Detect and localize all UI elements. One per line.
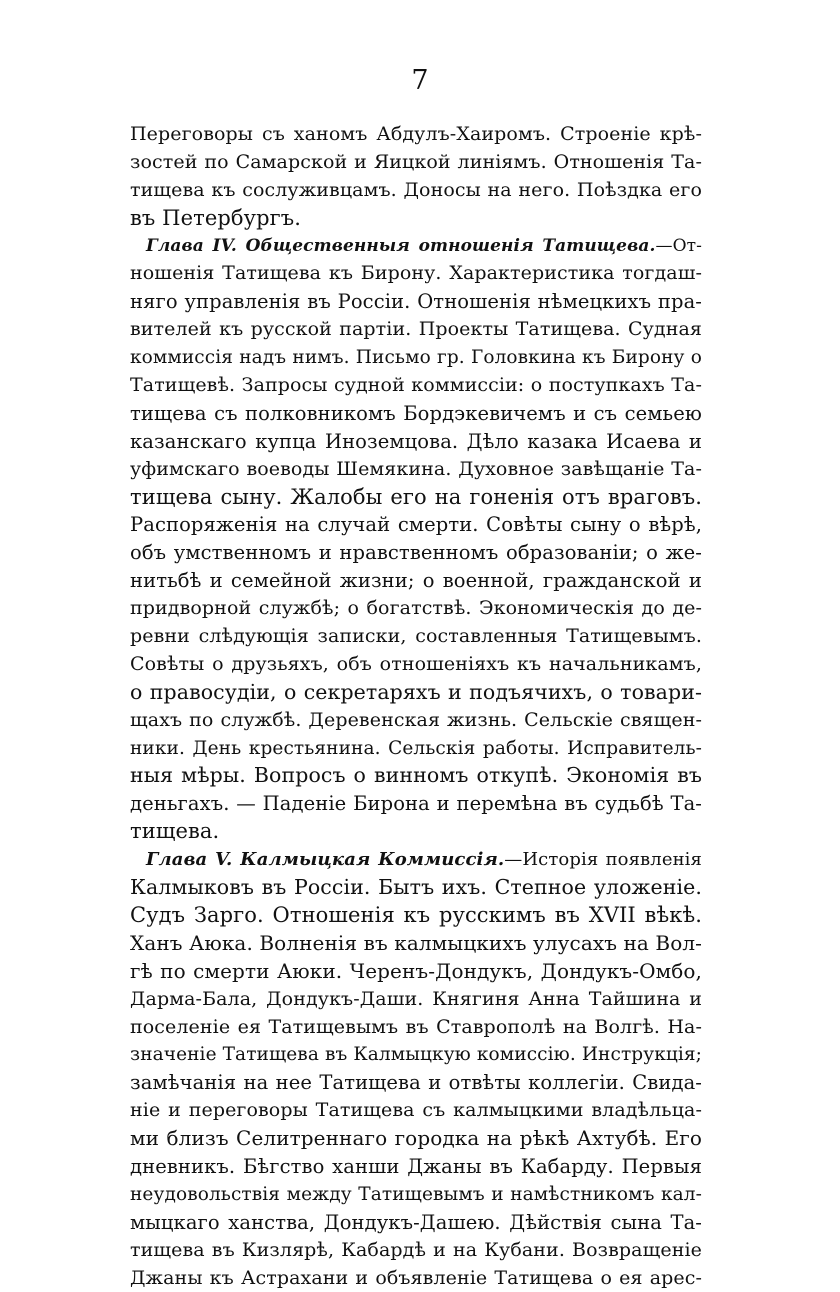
line-text: мыцкаго ханства, Дондукъ-Дашею. Дѣйствія сына Та- <box>130 1210 702 1234</box>
text-line <box>130 790 702 818</box>
line-text: зостей по Самарской и Яицкой линіямъ. Отношенія Та- <box>130 150 702 173</box>
text-line <box>130 1041 702 1069</box>
line-text: тищева къ сослуживцамъ. Доносы на него. Поѣздка его <box>130 178 702 201</box>
text-line <box>130 818 702 846</box>
text-line <box>130 428 702 456</box>
line-text: придворной службѣ; о богатствѣ. Экономическія до де- <box>130 597 702 620</box>
text-line <box>130 986 702 1014</box>
text-line <box>130 121 702 149</box>
text-line <box>130 511 702 539</box>
line-text: ники. День крестьянина. Сельскія работы. Исправитель- <box>130 737 702 759</box>
line-text: уфимскаго воеводы Шемякина. Духовное завѣщаніе Та- <box>130 457 702 480</box>
line-text: объ умственномъ и нравственномъ образованіи; о же- <box>130 541 702 565</box>
text-line <box>130 1181 702 1209</box>
text-line <box>130 735 702 763</box>
text-line <box>130 1014 702 1042</box>
text-line <box>130 1125 702 1153</box>
text-line <box>130 539 702 567</box>
text-line <box>130 1097 702 1125</box>
text-line <box>130 930 702 958</box>
line-text: Распоряженія на случай смерти. Совѣты сыну о вѣрѣ, <box>130 513 702 537</box>
chapter-title: Глава IV. Общественныя отношенія Татищева. <box>146 235 656 256</box>
line-text: Совѣты о друзьяхъ, объ отношеніяхъ къ начальникамъ, <box>130 652 702 675</box>
line-text: тищева. <box>130 819 220 844</box>
text-line <box>130 874 702 902</box>
text-line <box>130 205 702 233</box>
line-text: значеніе Татищева въ Калмыцкую комиссію. Инструкція; <box>130 1044 702 1066</box>
line-text: —Исторія появленія <box>504 849 702 871</box>
line-text: ми близъ Селитреннаго городка на рѣкѣ Ахтубѣ. Его <box>130 1126 702 1151</box>
text-line <box>130 344 702 372</box>
line-text: тищева съ полковникомъ Бордэкевичемъ и съ семьею <box>130 401 702 425</box>
text-line <box>130 595 702 623</box>
line-text: коммиссія надъ нимъ. Письмо гр. Головкина къ Бирону о <box>130 347 702 369</box>
line-text: въ Петербургъ. <box>130 205 301 230</box>
text-line <box>130 651 702 679</box>
line-text: Дарма-Бала, Дондукъ-Даши. Княгиня Анна Тайшина и <box>130 987 702 1010</box>
text-line <box>130 316 702 344</box>
line-text: нитьбѣ и семейной жизни; о военной, гражданской и <box>130 569 702 593</box>
text-line <box>130 1069 702 1097</box>
chapter-heading-line <box>130 846 702 874</box>
line-text: Судъ Зарго. Отношенія къ русскимъ въ XVII вѣкѣ. <box>130 902 702 927</box>
text-line <box>130 762 702 790</box>
text-line <box>130 260 702 288</box>
line-text: о правосудіи, о секретаряхъ и подъячихъ, о товари- <box>130 679 702 704</box>
line-text: дневникъ. Бѣгство ханши Джаны въ Кабарду. Первыя <box>130 1154 702 1178</box>
line-text: ныя мѣры. Вопросъ о винномъ откупѣ. Экономія въ <box>130 763 702 788</box>
line-text: вителей къ русской партіи. Проекты Татищева. Судная <box>130 318 702 341</box>
text-line <box>130 372 702 400</box>
line-text: ношенія Татищева къ Бирону. Характеристика тогдаш- <box>130 262 702 285</box>
line-text: Переговоры съ ханомъ Абдулъ-Хаиромъ. Строеніе крѣ- <box>130 123 702 145</box>
text-line <box>130 623 702 651</box>
line-text: поселеніе ея Татищевымъ въ Ставрополѣ на Волгѣ. На- <box>130 1015 702 1038</box>
line-text: Татищевѣ. Запросы судной коммиссіи: о поступкахъ Та- <box>130 374 702 397</box>
page-number: 7 <box>411 65 429 96</box>
line-text: ніе и переговоры Татищева съ калмыцкими владѣльца- <box>130 1099 702 1122</box>
text-line <box>130 288 702 316</box>
chapter-title: Глава V. Калмыцкая Коммиссія. <box>146 849 505 871</box>
text-line <box>130 1237 702 1265</box>
line-text: няго управленія въ Россіи. Отношенія нѣмецкихъ пра- <box>130 290 702 314</box>
line-text: гѣ по смерти Аюки. Черенъ-Дондукъ, Дондукъ-Омбо, <box>130 958 702 983</box>
line-text: —От- <box>655 235 702 256</box>
line-text: тищева сыну. Жалобы его на гоненія отъ враговъ. <box>130 484 702 509</box>
text-line <box>130 679 702 707</box>
line-text: казанскаго купца Иноземцова. Дѣло казака Исаева и <box>130 429 702 453</box>
text-line <box>130 456 702 484</box>
text-line <box>130 149 702 177</box>
line-text: деньгахъ. — Паденіе Бирона и перемѣна въ судьбѣ Та- <box>130 792 702 816</box>
text-line <box>130 1153 702 1181</box>
line-text: Калмыковъ въ Россіи. Бытъ ихъ. Степное уложеніе. <box>130 875 702 900</box>
text-line <box>130 567 702 595</box>
text-line <box>130 400 702 428</box>
text-line <box>130 1209 702 1237</box>
line-text: замѣчанія на нее Татищева и отвѣты коллегіи. Свида- <box>130 1071 702 1095</box>
table-of-contents-text <box>130 121 702 1292</box>
text-line <box>130 958 702 986</box>
line-text: Ханъ Аюка. Волненія въ калмыцкихъ улусахъ на Вол- <box>130 930 703 955</box>
line-text: неудовольствія между Татищевымъ и намѣстникомъ кал- <box>130 1183 702 1205</box>
text-line <box>130 1265 702 1292</box>
line-text: ревни слѣдующія записки, составленныя Татищевымъ. <box>130 625 702 648</box>
line-text: Джаны къ Астрахани и объявленіе Татищева о ея арес- <box>130 1266 702 1289</box>
text-line <box>130 707 702 735</box>
line-text: тищева въ Кизлярѣ, Кабардѣ и на Кубани. Возвращеніе <box>130 1238 702 1261</box>
text-line <box>130 484 702 512</box>
text-line <box>130 177 702 205</box>
line-text: щахъ по службѣ. Деревенская жизнь. Сельскіе священ- <box>130 708 702 731</box>
text-line <box>130 902 702 930</box>
chapter-heading-line <box>130 233 702 261</box>
